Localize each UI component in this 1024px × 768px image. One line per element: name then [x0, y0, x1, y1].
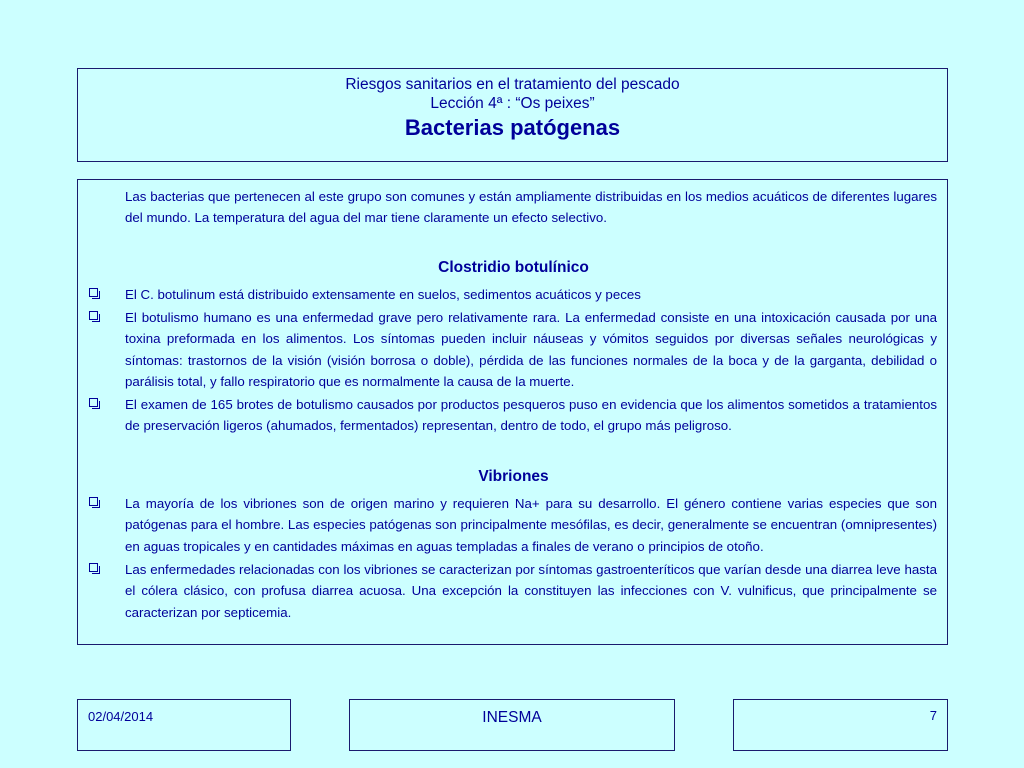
- hollow-square-bullet-icon: [89, 311, 98, 320]
- list-item-text: El examen de 165 brotes de botulismo causados por productos pesqueros puso en evidencia que los alimentos sometidos a tratamientos de preservación ligeros (ahumados, fermentados) representan, dentro de todo, el grupo más peligroso.: [125, 397, 937, 434]
- list-item-text: El C. botulinum está distribuido extensamente en suelos, sedimentos acuáticos y peces: [125, 287, 641, 302]
- section-heading-clostridio: Clostridio botulínico: [438, 259, 589, 276]
- hollow-square-bullet-icon: [89, 497, 98, 506]
- list-item-text: El botulismo humano es una enfermedad grave pero relativamente rara. La enfermedad consiste en una intoxicación causada por una toxina preformada en los alimentos. Los síntomas pueden incluir náuseas y vómitos seguidos por diversas señales neurológicas y síntomas: trastornos de la visión (visión borrosa o doble), pérdida de las funciones normales de la boca y de la garganta, debilidad o parálisis total, y fallo respiratorio que es normalmente la causa de la muerte.: [125, 310, 937, 389]
- footer-date-box: [77, 699, 291, 751]
- list-item: [125, 394, 937, 437]
- page-number: 7: [929, 708, 937, 723]
- list-item-text: La mayoría de los vibriones son de origen marino y requieren Na+ para su desarrollo. El género contiene varias especies que son patógenas para el hombre. Las especies patógenas son principalmente mesófilas, es decir, generalmente se encuentran (omnipresentes) en aguas tropicales y en cantidades máximas en aguas templadas a finales de verano o principios de otoño.: [125, 496, 937, 554]
- hollow-square-bullet-icon: [89, 398, 98, 407]
- footer-page-box: [733, 699, 948, 751]
- lesson-title: Lección 4ª : “Os peixes”: [430, 95, 595, 112]
- title-box: [77, 68, 948, 162]
- intro-paragraph: Las bacterias que pertenecen al este grupo son comunes y están ampliamente distribuidas en los medios acuáticos de diferentes lugares del mundo. La temperatura del agua del mar tiene claramente un efecto selectivo.: [125, 189, 937, 226]
- course-title: Riesgos sanitarios en el tratamiento del pescado: [345, 76, 680, 93]
- list-item: [125, 559, 937, 623]
- content-box: [77, 179, 948, 645]
- hollow-square-bullet-icon: [89, 563, 98, 572]
- list-item-text: Las enfermedades relacionadas con los vibriones se caracterizan por síntomas gastroenteríticos que varían desde una diarrea leve hasta el cólera clásico, con profusa diarrea acuosa. Una excepción la constituyen las infecciones con V. vulnificus, que principalmente se caracterizan por septicemia.: [125, 562, 937, 620]
- footer-organization: INESMA: [482, 709, 542, 726]
- list-item: [125, 284, 937, 305]
- list-item: [125, 493, 937, 557]
- footer-date: 02/04/2014: [88, 709, 154, 724]
- footer-center-box: [349, 699, 675, 751]
- section-heading-vibriones: Vibriones: [478, 468, 549, 485]
- hollow-square-bullet-icon: [89, 288, 98, 297]
- list-item: [125, 307, 937, 392]
- slide-title: Bacterias patógenas: [404, 115, 621, 140]
